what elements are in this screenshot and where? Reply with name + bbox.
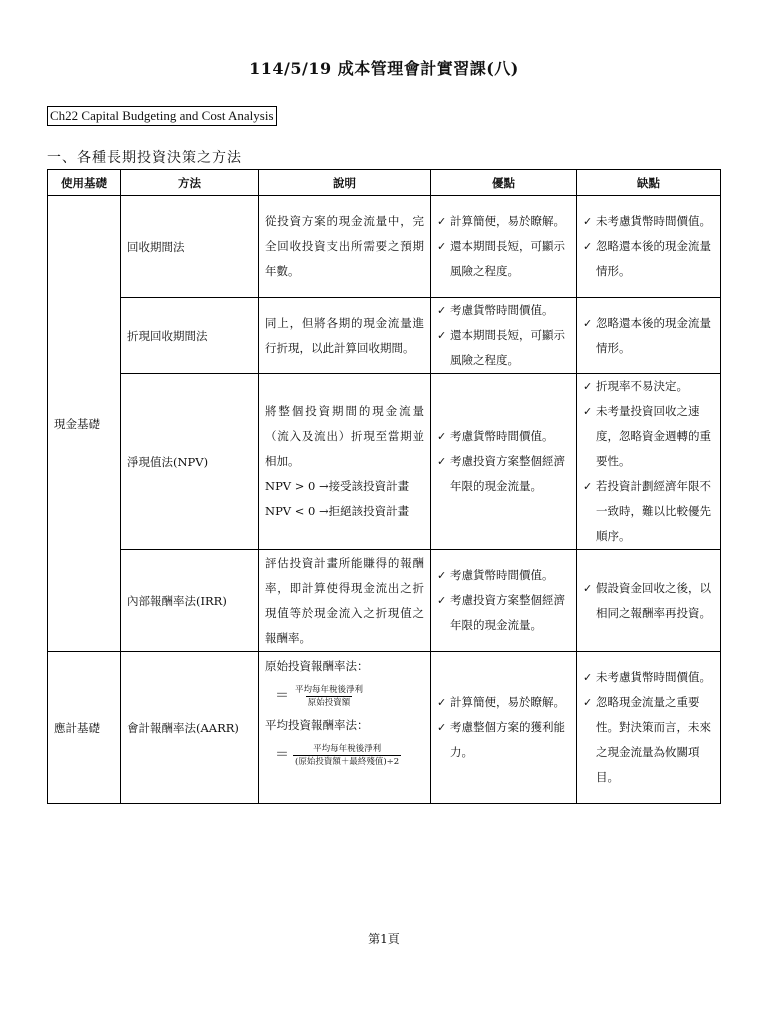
advantage-item: ✓ 計算簡便，易於瞭解。 xyxy=(437,690,570,715)
table-row xyxy=(48,196,721,298)
advantages-cell xyxy=(431,298,577,374)
check-icon: ✓ xyxy=(583,671,593,684)
method-description-cell xyxy=(259,652,431,804)
fraction-numerator: 平均每年稅後淨利 xyxy=(295,684,364,695)
advantage-item: ✓ 考慮整個方案的獲利能力。 xyxy=(437,715,570,765)
method-name: 折現回收期間法 xyxy=(121,298,259,374)
check-icon: ✓ xyxy=(583,696,593,709)
basis-cash: 現金基礎 xyxy=(48,196,121,652)
header-basis: 使用基礎 xyxy=(48,170,121,196)
method-description: 同上，但將各期的現金流量進行折現，以此計算回收期間。 xyxy=(259,298,431,374)
fraction-numerator: 平均每年稅後淨利 xyxy=(313,743,382,754)
method-name: 回收期間法 xyxy=(121,196,259,298)
check-icon: ✓ xyxy=(437,594,447,607)
fraction xyxy=(293,743,401,768)
fraction xyxy=(293,684,365,709)
check-icon: ✓ xyxy=(437,240,447,253)
basis-accrual: 應計基礎 xyxy=(48,652,121,804)
npv-accept-rule: NPV > 0 →接受該投資計畫 xyxy=(265,479,410,493)
disadvantage-item: ✓ 若投資計劃經濟年限不一致時，難以比較優先順序。 xyxy=(583,474,714,549)
disadvantages-cell xyxy=(577,298,721,374)
section-heading: 一、各種長期投資決策之方法 xyxy=(47,150,242,166)
method-description: 將整個投資期間的現金流量（流入及流出）折現至當期並相加。 xyxy=(265,404,424,468)
advantages-cell xyxy=(431,196,577,298)
chapter-heading: Ch22 Capital Budgeting and Cost Analysis xyxy=(47,106,277,126)
header-advantages: 優點 xyxy=(431,170,577,196)
disadvantage-item: ✓ 忽略還本後的現金流量情形。 xyxy=(583,234,714,284)
disadvantage-item: ✓ 忽略現金流量之重要性。對決策而言，未來之現金流量為攸關項目。 xyxy=(583,690,714,790)
advantage-item: ✓ 還本期間長短，可顯示風險之程度。 xyxy=(437,234,570,284)
fraction-denominator: (原始投資額＋最終殘值)÷2 xyxy=(295,756,400,767)
methods-table xyxy=(47,169,721,804)
advantage-item: ✓ 考慮貨幣時間價值。 xyxy=(437,298,570,323)
check-icon: ✓ xyxy=(437,455,447,468)
formula2 xyxy=(265,738,424,772)
header-disadvantages: 缺點 xyxy=(577,170,721,196)
check-icon: ✓ xyxy=(437,721,447,734)
advantage-item: ✓ 考慮貨幣時間價值。 xyxy=(437,424,570,449)
disadvantage-item: ✓ 未考慮貨幣時間價值。 xyxy=(583,665,714,690)
check-icon: ✓ xyxy=(437,304,447,317)
equals-sign: ＝ xyxy=(275,687,289,704)
disadvantages-cell xyxy=(577,652,721,804)
advantage-item: ✓ 考慮投資方案整個經濟年限的現金流量。 xyxy=(437,449,570,499)
check-icon: ✓ xyxy=(437,696,447,709)
check-icon: ✓ xyxy=(583,405,593,418)
advantage-item: ✓ 考慮貨幣時間價值。 xyxy=(437,563,570,588)
disadvantages-cell xyxy=(577,374,721,550)
check-icon: ✓ xyxy=(583,215,593,228)
npv-reject-rule: NPV < 0 →拒絕該投資計畫 xyxy=(265,504,410,518)
equals-sign: ＝ xyxy=(275,746,289,763)
table-row xyxy=(48,652,721,804)
check-icon: ✓ xyxy=(437,215,447,228)
check-icon: ✓ xyxy=(583,316,593,330)
check-icon: ✓ xyxy=(437,569,447,582)
page-number: 第1頁 xyxy=(368,932,400,946)
table-header-row xyxy=(48,170,721,196)
table-row xyxy=(48,550,721,652)
disadvantage-item: ✓ 折現率不易決定。 xyxy=(583,374,714,399)
disadvantage-item: ✓ 未考量投資回收之速度，忽略資金週轉的重要性。 xyxy=(583,399,714,474)
check-icon: ✓ xyxy=(583,480,593,493)
check-icon: ✓ xyxy=(437,329,447,342)
disadvantage-item: ✓ 忽略還本後的現金流量情形。 xyxy=(583,311,714,361)
advantages-cell xyxy=(431,374,577,550)
advantages-cell xyxy=(431,550,577,652)
disadvantage-item: ✓ 未考慮貨幣時間價值。 xyxy=(583,209,714,234)
advantage-item: ✓ 考慮投資方案整個經濟年限的現金流量。 xyxy=(437,588,570,638)
check-icon: ✓ xyxy=(583,240,593,253)
advantage-item: ✓ 還本期間長短，可顯示風險之程度。 xyxy=(437,323,570,373)
disadvantage-item: ✓ 假設資金回收之後，以相同之報酬率再投資。 xyxy=(583,576,714,626)
method-name: 內部報酬率法(IRR) xyxy=(121,550,259,652)
check-icon: ✓ xyxy=(437,430,447,443)
method-name: 淨現值法(NPV) xyxy=(121,374,259,550)
page-title: 114/5/19 成本管理會計實習課(八) xyxy=(249,59,519,78)
method-description: 從投資方案的現金流量中，完全回收投資支出所需要之預期年數。 xyxy=(259,196,431,298)
formula2-label: 平均投資報酬率法： xyxy=(265,718,369,732)
check-icon: ✓ xyxy=(583,380,593,393)
method-name: 會計報酬率法(AARR) xyxy=(121,652,259,804)
fraction-denominator: 原始投資額 xyxy=(307,697,351,708)
check-icon: ✓ xyxy=(583,581,593,595)
header-method: 方法 xyxy=(121,170,259,196)
advantage-item: ✓ 計算簡便，易於瞭解。 xyxy=(437,209,570,234)
formula1-label: 原始投資報酬率法： xyxy=(265,659,369,673)
method-description-cell xyxy=(259,374,431,550)
header-description: 說明 xyxy=(259,170,431,196)
disadvantages-cell xyxy=(577,550,721,652)
table-row xyxy=(48,298,721,374)
method-description: 評估投資計畫所能賺得的報酬率，即計算使得現金流出之折現值等於現金流入之折現值之報酬率。 xyxy=(259,550,431,652)
disadvantages-cell xyxy=(577,196,721,298)
formula1 xyxy=(265,679,424,713)
advantages-cell xyxy=(431,652,577,804)
table-row xyxy=(48,374,721,550)
